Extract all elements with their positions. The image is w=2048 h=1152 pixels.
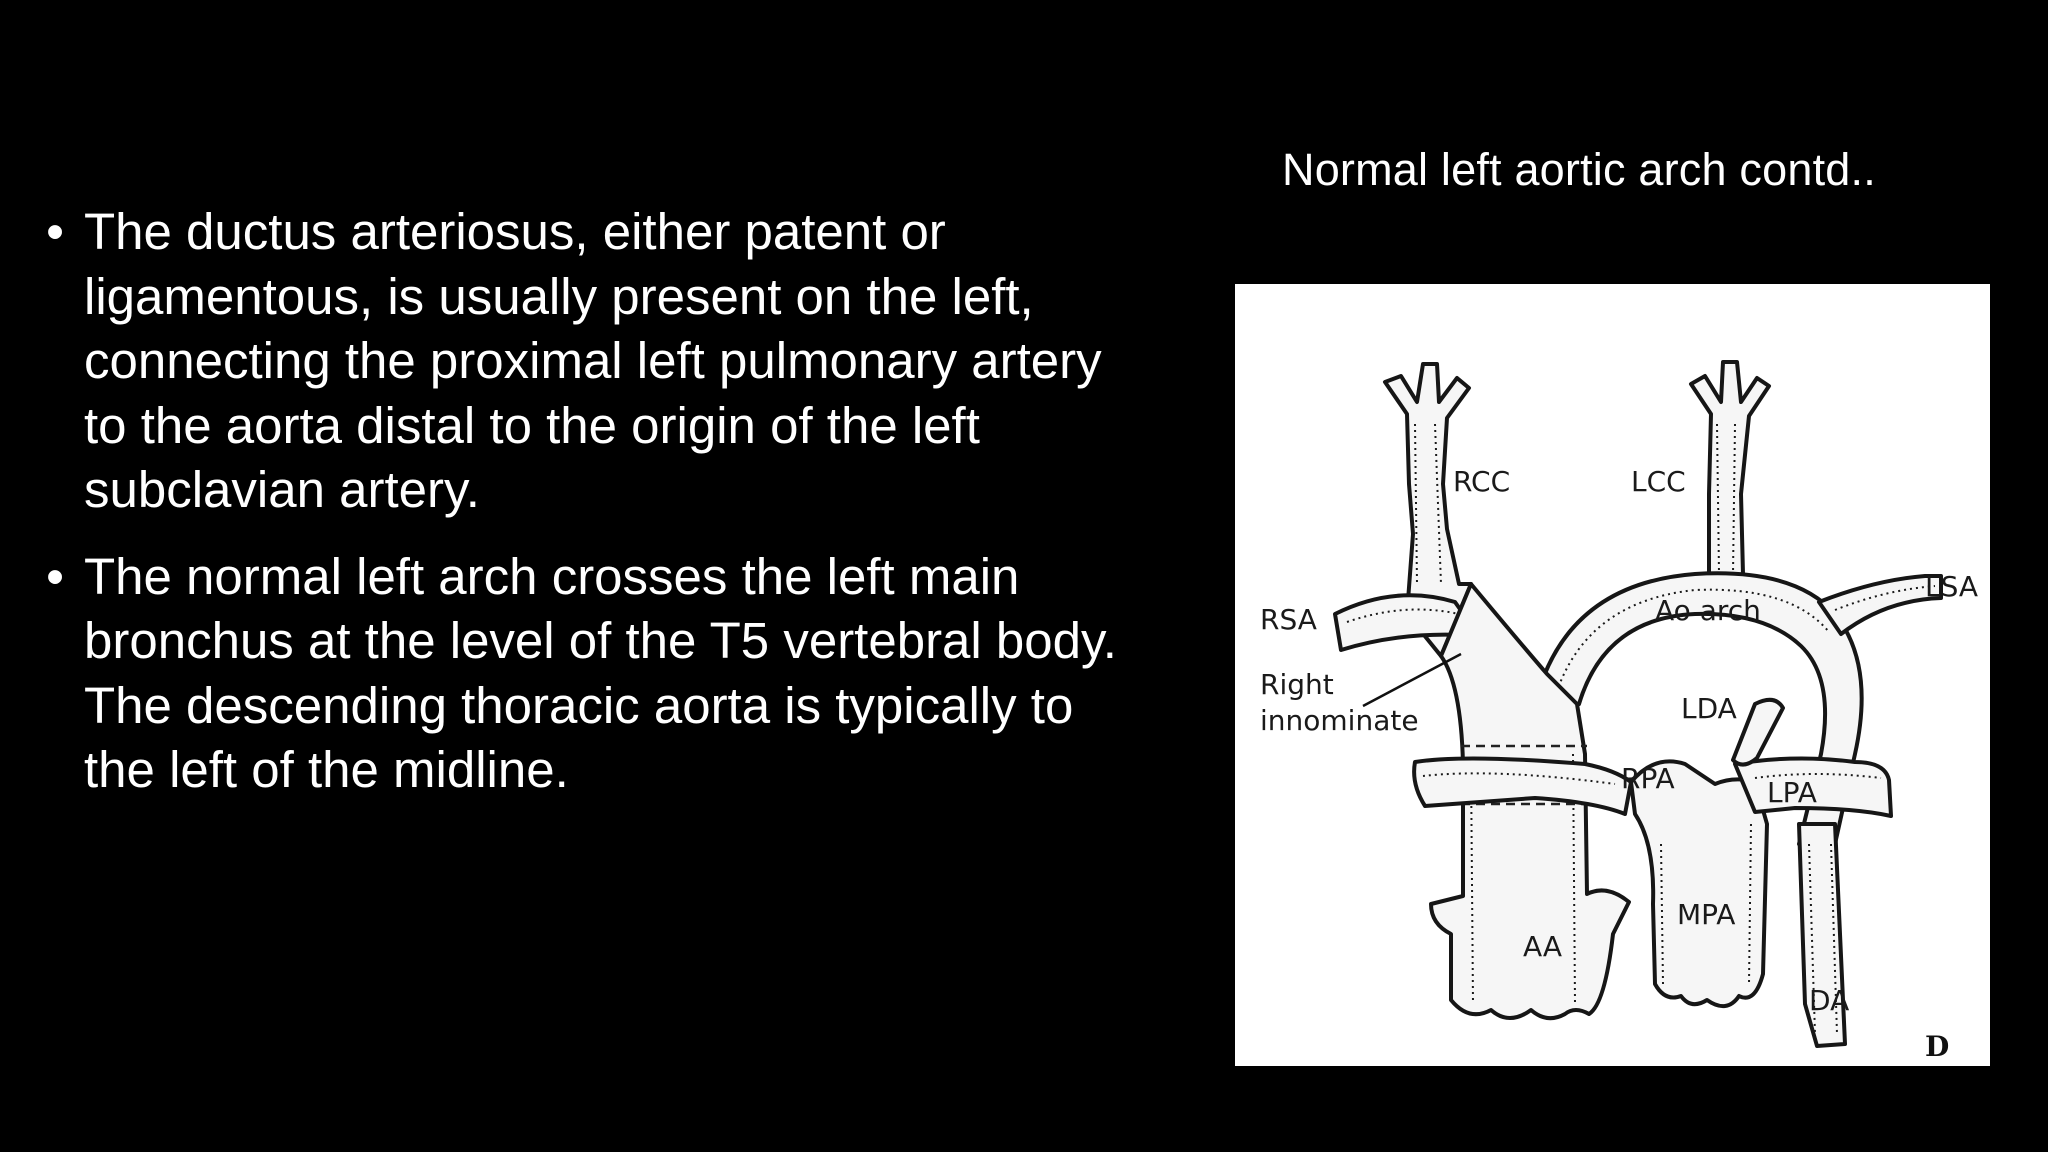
label-right: Right (1260, 668, 1334, 701)
label-aa: AA (1523, 930, 1563, 963)
lsa-vessel (1819, 576, 1941, 634)
label-lsa: LSA (1925, 570, 1979, 603)
label-lpa: LPA (1767, 776, 1817, 809)
label-innominate: innominate (1260, 704, 1419, 737)
slide-title: Normal left aortic arch contd.. (1282, 144, 1876, 195)
lcc-vessel (1691, 362, 1769, 584)
label-lda: LDA (1681, 692, 1737, 725)
lda-vessel (1733, 700, 1783, 765)
mpa-vessel (1631, 761, 1767, 1006)
label-rsa: RSA (1260, 603, 1317, 636)
label-ao-arch: Ao arch (1655, 594, 1761, 627)
bullet-item-ductus (40, 200, 1150, 523)
bullet-dot-icon: • (46, 203, 64, 260)
label-panel-letter: D (1925, 1030, 1950, 1063)
aortic-arch-illustration (1235, 284, 1990, 1066)
label-rpa: RPA (1621, 762, 1675, 795)
bullet-dot-icon: • (46, 547, 64, 605)
bullet-text: The ductus arteriosus, either patent or ligamentous, is usually present on the left, connecting the proximal left pulmonary artery to the aorta distal to the origin of the left subclavian artery. (84, 203, 1102, 518)
bullet-item-left-arch (40, 545, 1150, 803)
label-mpa: MPA (1677, 898, 1736, 931)
bullet-text: The normal left arch crosses the left main bronchus at the level of the T5 vertebral body. The descending thoracic aorta is typically to the left of the midline. (84, 547, 1117, 798)
bullet-list (40, 200, 1150, 825)
label-lcc: LCC (1631, 465, 1686, 498)
label-da: DA (1809, 984, 1850, 1017)
label-rcc: RCC (1453, 465, 1511, 498)
aortic-arch-diagram (1235, 284, 1990, 1066)
